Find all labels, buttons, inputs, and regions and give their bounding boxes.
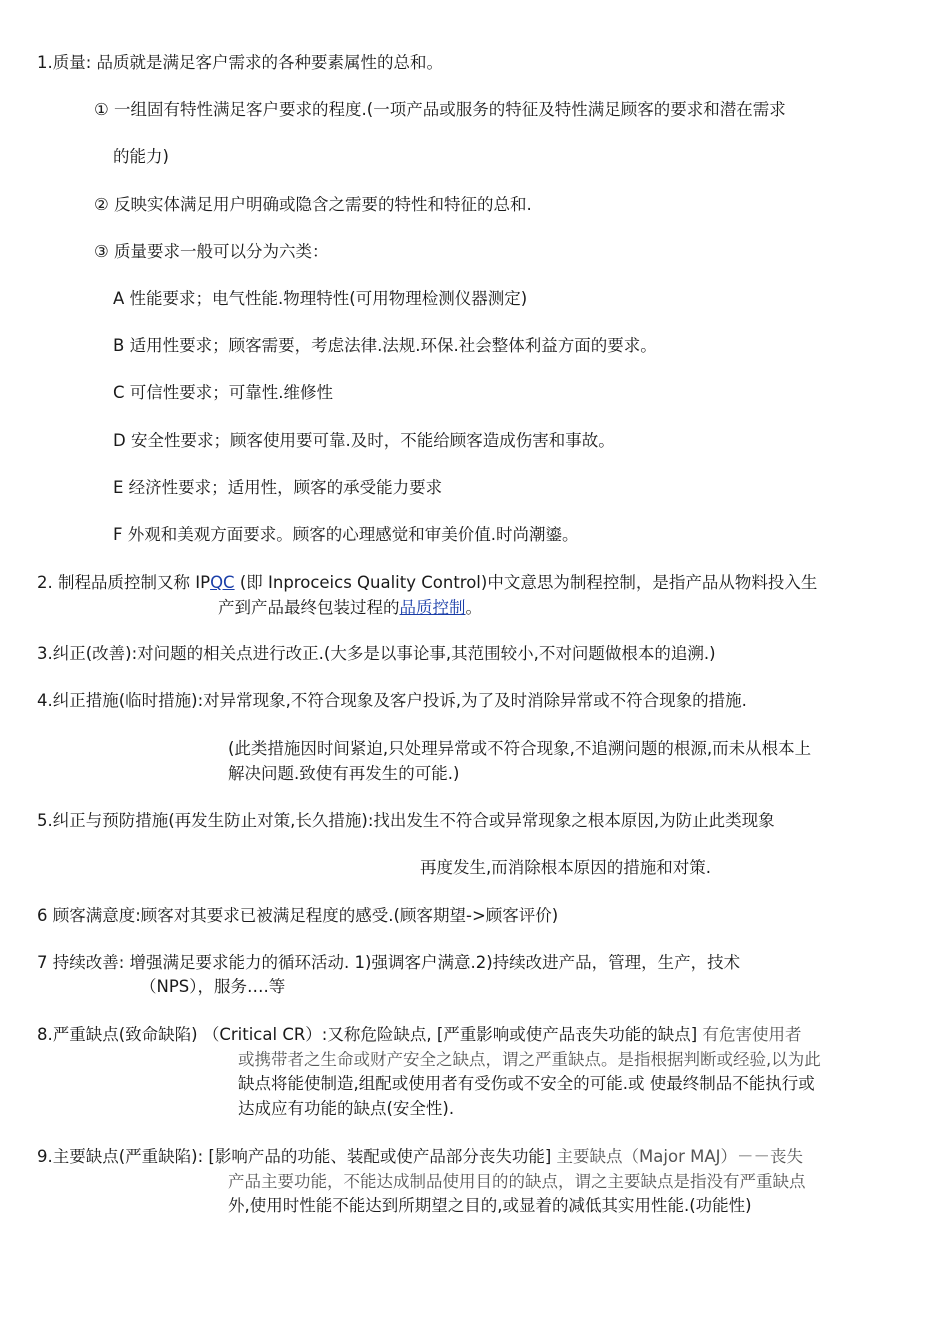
section-1-point-2: ② 反映实体满足用户明确或隐含之需要的特性和特征的总和. [94,195,532,214]
section-9-text-gray: 主要缺点（Major MAJ）－－丧失 [556,1147,803,1166]
section-1-point-1-cont: 的能力) [113,147,169,166]
section-2-text: 2. 制程品质控制又称 IP [37,573,211,592]
section-1-point-3: ③ 质量要求一般可以分为六类： [94,242,329,261]
requirement-d: D 安全性要求；顾客使用要可靠.及时，不能给顾客造成伤害和事故。 [113,431,615,450]
requirement-e: E 经济性要求；适用性，顾客的承受能力要求 [113,478,443,497]
section-3: 3.纠正(改善):对问题的相关点进行改正.(大多是以事论事,其范围较小,不对问题做根本的追溯.) [37,644,716,663]
section-4-line-2: (此类措施因时间紧迫,只处理异常或不符合现象,不追溯问题的根源,而未从根本上 [228,739,812,758]
section-8-text: 8.严重缺点(致命缺陷) （Critical CR）:又称危险缺点, [严重影响或使产品丧失功能的缺点] [37,1025,703,1044]
section-9-line-2: 产品主要功能，不能达成制品使用目的的缺点，谓之主要缺点是指没有严重缺点 [228,1172,806,1191]
section-5-line-2: 再度发生,而消除根本原因的措施和对策. [420,858,711,877]
section-9-text: 9.主要缺点(严重缺陷): [影响产品的功能、装配或使产品部分丧失功能] [37,1147,557,1166]
section-1-point-1: ① 一组固有特性满足客户要求的程度.(一项产品或服务的特征及特性满足顾客的要求和潜在需求 [94,100,786,119]
section-2-text-2: 产到产品最终包装过程的 [218,598,400,617]
section-8-line-4: 达成应有功能的缺点(安全性). [238,1099,455,1118]
section-7-line-1: 7 持续改善: 增强满足要求能力的循环活动. 1)强调客户满意.2)持续改进产品，管理，生产，技术 [37,953,741,972]
section-2-text-cont: (即 Inproceics Quality Control)中文意思为制程控制，是指产品从物料投入生 [234,573,818,592]
section-8-line-2: 或携带者之生命或财产安全之缺点，谓之严重缺点。是指根据判断或经验,以为此 [238,1050,821,1069]
section-1-title: 1.质量: 品质就是满足客户需求的各种要素属性的总和。 [37,53,444,72]
quality-control-link[interactable]: 品质控制 [399,598,466,617]
requirement-f: F 外观和美观方面要求。顾客的心理感觉和审美价值.时尚潮鎏。 [113,525,579,544]
section-8-text-gray: 有危害使用者 [702,1025,802,1044]
section-2-line-1 [37,572,817,594]
section-4-line-1: 4.纠正措施(临时措施):对异常现象,不符合现象及客户投诉,为了及时消除异常或不符合现象的措施. [37,691,747,710]
section-8-line-3: 缺点将能使制造,组配或使用者有受伤或不安全的可能.或 使最终制品不能执行或 [238,1074,815,1093]
requirement-c: C 可信性要求；可靠性.维修性 [113,383,334,402]
section-9-line-1 [37,1146,803,1168]
section-9-line-3: 外,使用时性能不能达到所期望之目的,或显着的减低其实用性能.(功能性) [228,1196,752,1215]
requirement-b: B 适用性要求；顾客需要，考虑法律.法规.环保.社会整体利益方面的要求。 [113,336,657,355]
section-8-line-1 [37,1024,801,1046]
section-4-line-3: 解决问题.致使有再发生的可能.) [228,764,460,783]
requirement-a: A 性能要求；电气性能.物理特性(可用物理检测仪器测定) [113,289,528,308]
section-2-line-2 [218,597,482,619]
section-2-end: 。 [465,598,482,617]
qc-link[interactable]: QC [210,573,235,592]
section-5-line-1: 5.纠正与预防措施(再发生防止对策,长久措施):找出发生不符合或异常现象之根本原因,为防止此类现象 [37,811,775,830]
section-6: 6 顾客满意度:顾客对其要求已被满足程度的感受.(顾客期望->顾客评价) [37,906,559,925]
section-7-line-2: （NPS），服务….等 [140,977,286,996]
